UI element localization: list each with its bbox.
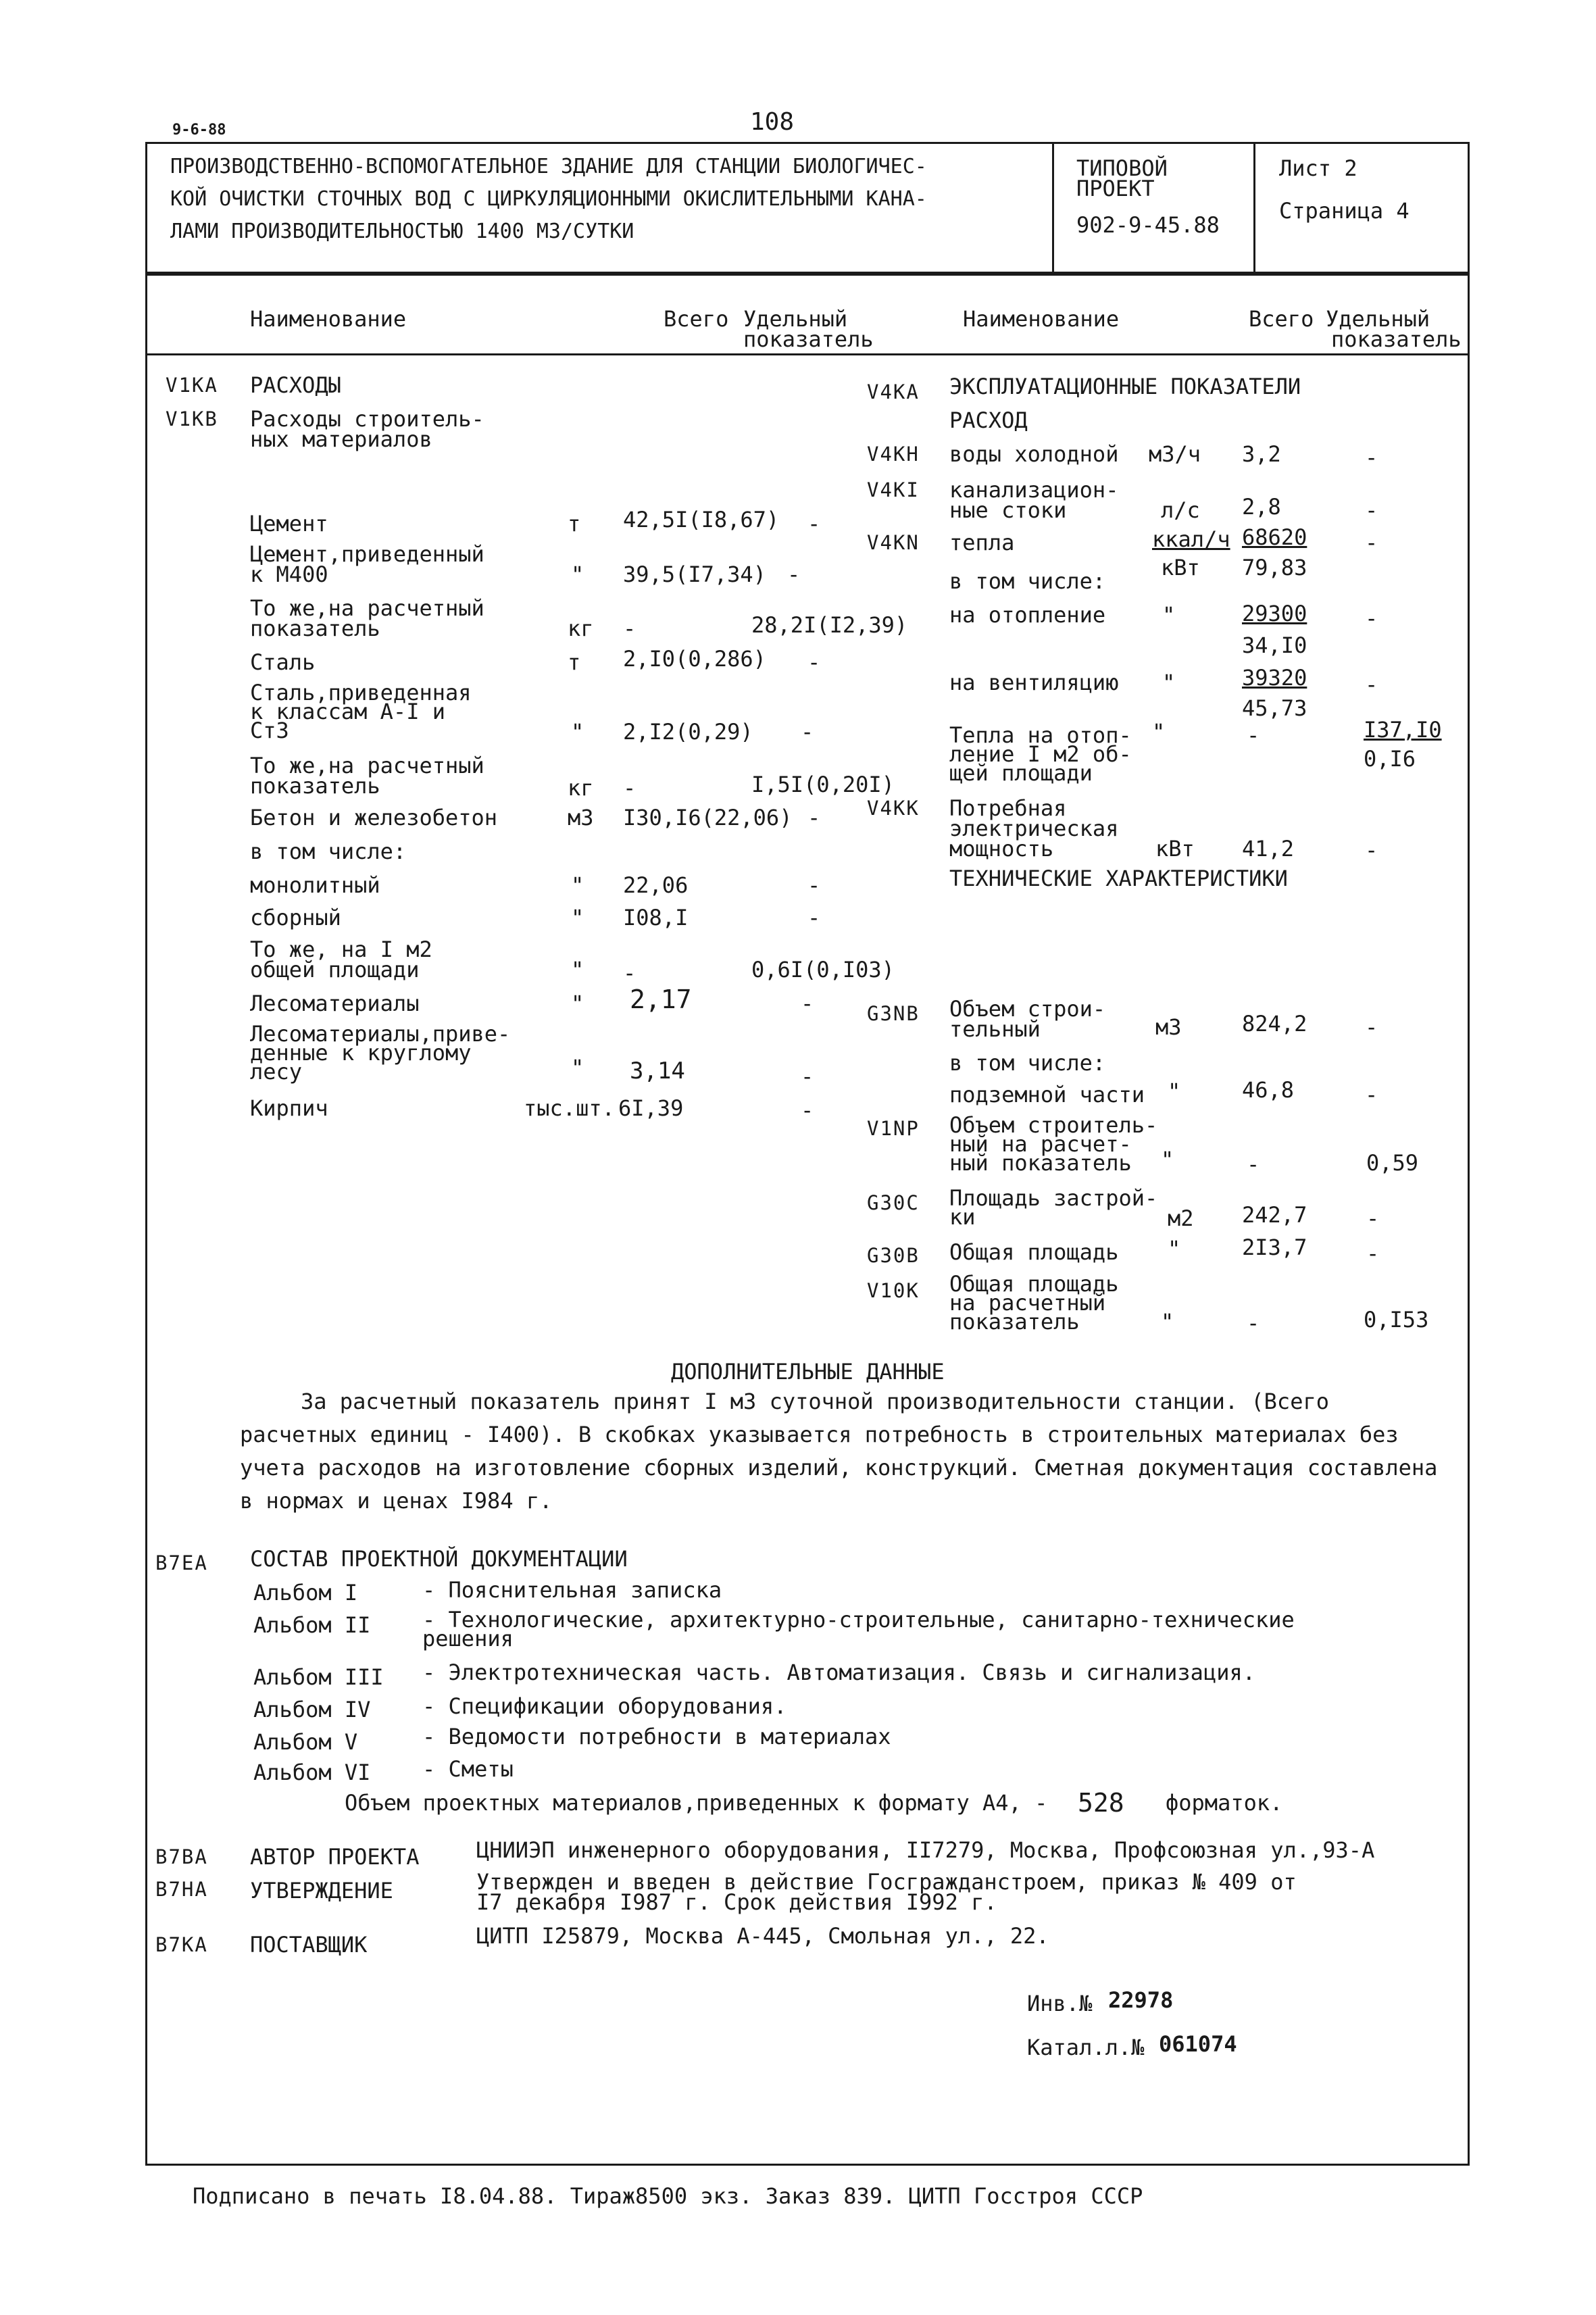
under-total: 46,8 <box>1242 1077 1295 1103</box>
power-2: электрическая <box>949 816 1119 841</box>
album-desc: - Электротехническая часть. Автоматизация. Связь и сигнализация. <box>422 1660 1255 1685</box>
mat-unit: " <box>571 1055 584 1080</box>
mat-unit: " <box>571 562 584 587</box>
inventory-label: Инв.№ <box>1027 1991 1093 2016</box>
mat-name: То же,на расчетный <box>250 753 484 778</box>
vol-calc-total: - <box>1247 1151 1260 1177</box>
footer-imprint: Подписано в печать I8.04.88. Тираж8500 экз. Заказ 839. ЦИТП Госстроя СССР <box>193 2183 1143 2209</box>
mat-spec: - <box>807 805 821 830</box>
built-spec: - <box>1366 1205 1380 1231</box>
mat-unit: тыс.шт. <box>524 1095 615 1121</box>
mat-total: I30,I6(22,06) <box>623 805 793 830</box>
sewage-name-2: ные стоки <box>949 497 1067 523</box>
album-desc: - Сметы <box>422 1756 514 1782</box>
mat-spec: 0,6I(0,I03) <box>751 957 895 982</box>
mat-total: 6I,39 <box>618 1095 684 1121</box>
volume-spec: - <box>1365 1014 1378 1040</box>
project-label-2: ПРОЕКТ <box>1076 176 1155 201</box>
left-header-name: Наименование <box>250 306 407 332</box>
area-calc-2: на расчетный <box>949 1290 1106 1316</box>
vol-calc-spec: 0,59 <box>1366 1150 1419 1176</box>
info-label: ПОСТАВЩИК <box>250 1932 368 1958</box>
heat-unit: ккал/ч <box>1152 526 1230 552</box>
sewage-name-1: канализацион- <box>949 477 1119 503</box>
total-area-spec: - <box>1366 1241 1380 1266</box>
mat-unit: " <box>571 957 584 982</box>
total-area: Общая площадь <box>949 1239 1119 1265</box>
mat-name: Лесоматериалы <box>250 991 420 1016</box>
volume-unit: м3 <box>1155 1014 1182 1040</box>
mat-name: к классам А-I и <box>250 699 445 724</box>
area-calc-spec: 0,I53 <box>1364 1307 1429 1333</box>
code-v10k: V10K <box>867 1279 920 1302</box>
under-unit: " <box>1168 1078 1181 1104</box>
heat-area-2: ление I м2 об- <box>949 741 1132 767</box>
volume-1: Объем строи- <box>949 996 1106 1022</box>
info-code: B7HA <box>155 1878 208 1901</box>
right-header-specific-2: показатель <box>1331 326 1462 352</box>
info-text: ЦИТП I25879, Москва А-445, Смольная ул., 22. <box>476 1923 1049 1949</box>
heating-kw: 34,I0 <box>1242 632 1307 658</box>
code-g3nb: G3NB <box>867 1002 920 1025</box>
mat-unit: т <box>568 649 581 675</box>
right-header-name: Наименование <box>963 306 1120 332</box>
total-area-total: 2I3,7 <box>1242 1235 1307 1260</box>
cold-water-total: 3,2 <box>1242 441 1281 467</box>
cold-water-name: воды холодной <box>949 441 1119 467</box>
info-label: УТВЕРЖДЕНИЕ <box>250 1878 393 1903</box>
mat-total: 22,06 <box>623 872 689 898</box>
power-3: мощность <box>949 836 1054 862</box>
right-header-total: Всего <box>1249 306 1314 332</box>
power-total: 41,2 <box>1242 836 1295 862</box>
title-line-2: КОЙ ОЧИСТКИ СТОЧНЫХ ВОД С ЦИРКУЛЯЦИОННЫМИ ОКИСЛИТЕЛЬНЫМИ КАНА- <box>170 187 927 211</box>
built-1: Площадь застрой- <box>949 1185 1158 1211</box>
project-label-1: ТИПОВОЙ <box>1076 155 1168 181</box>
mat-total: 3,14 <box>630 1057 685 1085</box>
info-label: АВТОР ПРОЕКТА <box>250 1844 420 1870</box>
code-v4kn: V4KN <box>867 531 920 554</box>
heat-area-unit: " <box>1152 719 1166 745</box>
sub-expense: РАСХОД <box>949 407 1028 433</box>
vol-calc-3: ный показатель <box>949 1150 1132 1176</box>
volume-unit: форматок. <box>1166 1790 1283 1816</box>
code-v4ki: V4KI <box>867 478 920 501</box>
mat-spec: - <box>801 991 814 1016</box>
mat-spec: - <box>807 511 821 537</box>
mat-name: в том числе: <box>250 839 407 864</box>
mat-total: 42,5I(I8,67) <box>623 507 780 532</box>
area-calc-total: - <box>1247 1310 1260 1336</box>
built-unit: м2 <box>1168 1205 1194 1231</box>
cold-water-spec: - <box>1365 445 1378 470</box>
mat-name: То же, на I м2 <box>250 937 432 962</box>
built-total: 242,7 <box>1242 1202 1307 1228</box>
mat-spec: I,5I(0,20I) <box>751 772 895 797</box>
info-code: B7BA <box>155 1845 208 1868</box>
info-text: I7 декабря I987 г. Срок действия I992 г. <box>476 1889 997 1915</box>
vent-name: на вентиляцию <box>949 670 1119 695</box>
mat-total: - <box>623 775 637 801</box>
mat-spec: - <box>807 649 821 675</box>
sheet-number: Лист 2 <box>1279 155 1357 181</box>
title-line-3: ЛАМИ ПРОИЗВОДИТЕЛЬНОСТЬЮ 1400 М3/СУТКИ <box>170 220 634 243</box>
mat-name: Ст3 <box>250 718 289 743</box>
album-name: Альбом II <box>253 1612 371 1638</box>
right-header-specific-1: Удельный <box>1326 306 1430 332</box>
mat-total: 2,17 <box>630 985 692 1014</box>
code-v1ka: V1KA <box>166 374 218 397</box>
mat-unit: т <box>568 511 581 537</box>
album-name: Альбом III <box>253 1664 384 1690</box>
mat-unit: " <box>571 719 584 745</box>
mat-name: То же,на расчетный <box>250 595 484 621</box>
mat-name: Цемент,приведенный <box>250 541 484 567</box>
heat-area-total: - <box>1247 722 1260 748</box>
code-v4ka: V4KA <box>867 380 920 403</box>
volume-2: тельный <box>949 1016 1041 1042</box>
mat-total: 39,5(I7,34) <box>623 562 766 587</box>
mat-name: к М400 <box>250 562 328 587</box>
heat-area-spec: I37,I0 <box>1364 717 1442 743</box>
mat-name: Сталь,приведенная <box>250 680 472 705</box>
code-v1np: V1NP <box>867 1117 920 1140</box>
volume-text: Объем проектных материалов,приведенных к формату А4, - <box>345 1790 1048 1816</box>
section-materials-1: Расходы строитель- <box>250 406 484 432</box>
heat-total: 68620 <box>1242 524 1307 550</box>
code-g30b: G30B <box>867 1244 920 1267</box>
under-spec: - <box>1365 1082 1378 1107</box>
mat-spec: - <box>801 1097 814 1123</box>
power-unit: кВт <box>1155 836 1195 862</box>
album-desc: решения <box>422 1626 514 1651</box>
mat-total: I08,I <box>623 905 689 930</box>
code-v4kk: V4KK <box>867 797 920 820</box>
mat-name: Сталь <box>250 649 316 675</box>
mat-unit: " <box>571 872 584 898</box>
album-name: Альбом VI <box>253 1760 371 1785</box>
left-header-specific-1: Удельный <box>743 306 848 332</box>
mat-name: денные к круглому <box>250 1040 472 1066</box>
title-line-1: ПРОИЗВОДСТВЕННО-ВСПОМОГАТЕЛЬНОЕ ЗДАНИЕ ДЛЯ СТАНЦИИ БИОЛОГИЧЕС- <box>170 155 927 178</box>
heating-unit: " <box>1162 602 1176 628</box>
heat-name: тепла <box>949 530 1015 555</box>
composition-heading: СОСТАВ ПРОЕКТНОЙ ДОКУМЕНТАЦИИ <box>250 1546 628 1572</box>
catalog-label: Катал.л.№ <box>1027 2035 1145 2060</box>
mat-name: Бетон и железобетон <box>250 805 498 830</box>
heat-incl: в том числе: <box>949 568 1106 594</box>
section-expenses: РАСХОДЫ <box>250 372 341 398</box>
mat-spec: - <box>801 719 814 745</box>
area-calc-1: Общая площадь <box>949 1271 1119 1297</box>
code-b7ea: B7EA <box>155 1551 208 1574</box>
mat-name: общей площади <box>250 957 420 982</box>
heat-area-3: щей площади <box>949 760 1093 786</box>
heat-kw-unit: кВт <box>1161 555 1200 580</box>
album-desc: - Ведомости потребности в материалах <box>422 1724 891 1749</box>
mat-name: показатель <box>250 616 380 641</box>
mat-name: Кирпич <box>250 1095 328 1121</box>
info-text: Утвержден и введен в действие Госгражданстроем, приказ № 409 от <box>476 1869 1297 1895</box>
mat-name: сборный <box>250 905 341 930</box>
mat-spec: - <box>807 905 821 930</box>
under-name: подземной части <box>949 1082 1145 1107</box>
mat-spec: - <box>807 872 821 898</box>
mat-name: монолитный <box>250 872 380 898</box>
volume-total: 824,2 <box>1242 1011 1307 1037</box>
vol-calc-unit: " <box>1161 1147 1174 1172</box>
vol-calc-2: ный на расчет- <box>949 1131 1132 1157</box>
album-desc: - Пояснительная записка <box>422 1577 722 1603</box>
page-label: Страница 4 <box>1279 198 1410 224</box>
mat-name: показатель <box>250 773 380 799</box>
area-calc-unit: " <box>1161 1309 1174 1335</box>
mat-name: Лесоматериалы,приве- <box>250 1021 511 1047</box>
volume-incl: в том числе: <box>949 1050 1106 1076</box>
power-spec: - <box>1365 837 1378 863</box>
heat-area-1: Тепла на отоп- <box>949 722 1132 748</box>
info-text: ЦНИИЭП инженерного оборудования, II7279, Москва, Профсоюзная ул.,93-А <box>476 1837 1375 1863</box>
album-desc: - Спецификации оборудования. <box>422 1693 787 1719</box>
section-tech: ТЕХНИЧЕСКИЕ ХАРАКТЕРИСТИКИ <box>949 866 1288 891</box>
mat-spec: - <box>801 1064 814 1089</box>
album-desc: - Технологические, архитектурно-строительные, санитарно-технические <box>422 1607 1295 1633</box>
mat-name: Цемент <box>250 511 328 537</box>
catalog-value: 061074 <box>1159 2031 1237 2057</box>
mat-name: лесу <box>250 1059 303 1085</box>
left-header-total: Всего <box>664 306 729 332</box>
additional-text: За расчетный показатель принят I м3 суточной производительности станции. (Всего расчетных единиц - I400). В скобках указывается потребность в строительных материалах без учета расходов на изготовление сборных изделий, конструкций. Сметная документация составлена в нормах и ценах I984 г. <box>240 1389 1438 1514</box>
mat-unit: м3 <box>568 805 594 830</box>
mat-total: - <box>623 960 637 986</box>
additional-heading: ДОПОЛНИТЕЛЬНЫЕ ДАННЫЕ <box>671 1359 945 1385</box>
project-number: 902-9-45.88 <box>1076 212 1220 238</box>
mat-spec: - <box>787 562 801 587</box>
vol-calc-1: Объем строитель- <box>949 1112 1158 1138</box>
section-operational: ЭКСПЛУАТАЦИОННЫЕ ПОКАЗАТЕЛИ <box>949 374 1301 399</box>
inventory-value: 22978 <box>1108 1987 1174 2013</box>
area-calc-3: показатель <box>949 1309 1080 1335</box>
mat-unit: кг <box>568 616 594 641</box>
heat-kw-total: 79,83 <box>1242 555 1307 580</box>
left-header-specific-2: показатель <box>743 326 874 352</box>
heat-spec: - <box>1365 530 1378 555</box>
album-name: Альбом IV <box>253 1697 371 1722</box>
mat-unit: " <box>571 905 584 930</box>
heat-area-spec-2: 0,I6 <box>1364 746 1416 772</box>
series-code: 9-6-88 <box>172 122 226 139</box>
built-2: ки <box>949 1204 976 1230</box>
info-code: B7KA <box>155 1933 208 1956</box>
code-g30c: G30C <box>867 1191 920 1214</box>
mat-total: 2,I2(0,29) <box>623 719 753 745</box>
mat-unit: кг <box>568 775 594 801</box>
mat-spec: 28,2I(I2,39) <box>751 612 908 638</box>
sewage-unit: л/с <box>1161 497 1200 523</box>
section-materials-2: ных материалов <box>250 426 432 452</box>
heating-name: на отопление <box>949 602 1106 628</box>
sewage-total: 2,8 <box>1242 494 1281 520</box>
cold-water-unit: м3/ч <box>1149 441 1201 467</box>
mat-unit: " <box>571 991 584 1016</box>
album-name: Альбом V <box>253 1729 358 1755</box>
heating-total: 29300 <box>1242 601 1307 626</box>
code-v1kb: V1KB <box>166 407 218 430</box>
page-number: 108 <box>750 108 795 136</box>
power-1: Потребная <box>949 795 1067 821</box>
mat-total: - <box>623 616 637 641</box>
vent-unit: " <box>1162 670 1176 695</box>
album-name: Альбом I <box>253 1580 358 1605</box>
vent-spec: - <box>1365 672 1378 697</box>
total-area-unit: " <box>1168 1236 1181 1262</box>
vent-total: 39320 <box>1242 665 1307 691</box>
sewage-spec: - <box>1365 497 1378 523</box>
code-v4kh: V4KH <box>867 443 920 466</box>
mat-total: 2,I0(0,286) <box>623 646 766 672</box>
volume-value: 528 <box>1078 1788 1124 1818</box>
vent-kw: 45,73 <box>1242 695 1307 721</box>
heating-spec: - <box>1365 605 1378 631</box>
